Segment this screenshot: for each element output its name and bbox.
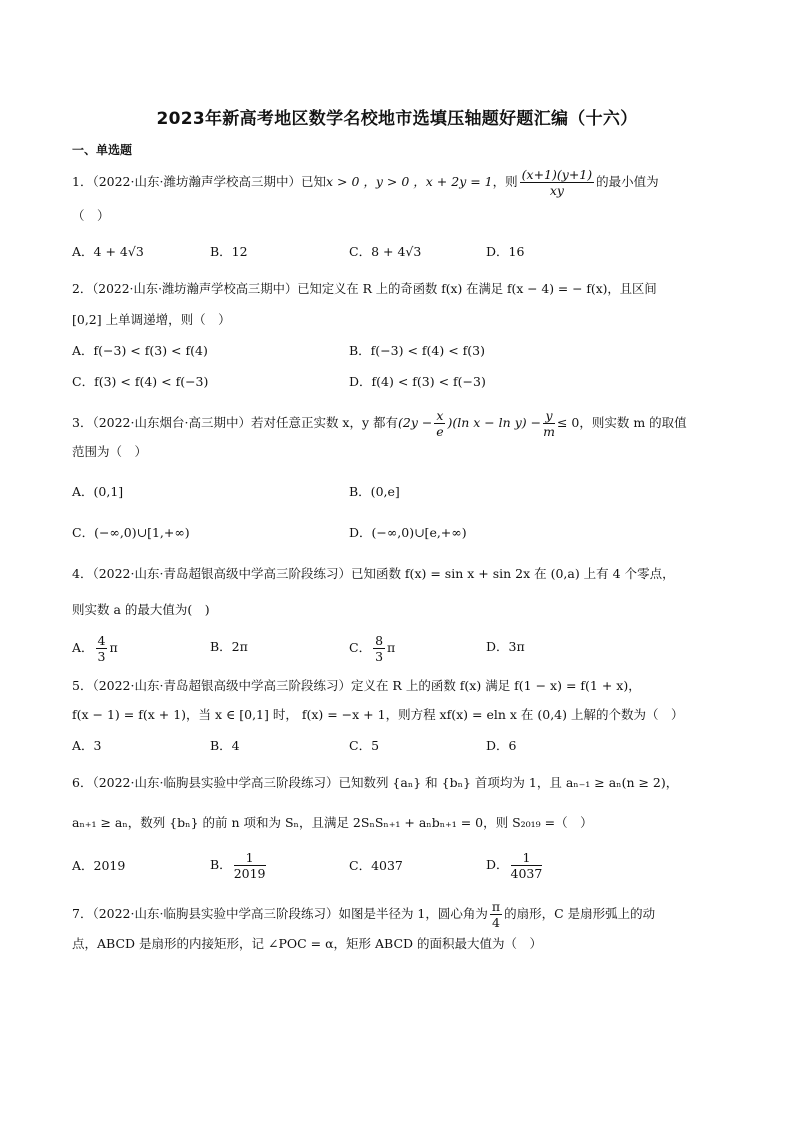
question-6-option-b-label: B．	[210, 857, 232, 872]
question-1-condition: x > 0 ，y > 0 ，x + 2y = 1	[325, 174, 493, 189]
question-6-option-a[interactable]: A．2019	[72, 858, 126, 873]
question-3-text-c: ≤ 0，则实数 m 的取值	[556, 415, 687, 430]
question-3-fraction-2	[543, 408, 555, 439]
question-4-option-a[interactable]	[72, 633, 118, 664]
question-3-fraction-1-den: e	[436, 424, 444, 439]
question-2-option-a[interactable]: A．f(−3) < f(3) < f(4)	[72, 343, 208, 358]
question-3-expr-b: )(ln x − ln y) −	[447, 415, 542, 430]
question-4-option-c-num: 8	[375, 633, 384, 648]
question-1-fraction-numerator: (x+1)(y+1)	[521, 167, 593, 182]
question-6-option-b-den: 2019	[233, 866, 266, 881]
question-6-option-d-den: 4037	[510, 866, 543, 881]
question-3-stem-cont: 范围为（ ）	[72, 444, 148, 459]
question-3-text-a: 3．（2022·山东烟台·高三期中）若对任意正实数 x，y 都有	[72, 415, 399, 430]
question-7-text-a: 7．（2022·山东·临朐县实验中学高三阶段练习）如图是半径为 1，圆心角为	[72, 906, 488, 921]
question-2-stem: 2．（2022·山东·潍坊瀚声学校高三期中）已知定义在 R 上的奇函数 f(x) 在满足 f(x − 4) = − f(x)，且区间	[72, 282, 657, 296]
question-1-text-b: ，则	[492, 174, 518, 189]
question-4-option-a-num: 4	[97, 633, 106, 648]
question-6-option-d[interactable]	[486, 850, 544, 881]
question-1-text-c: 的最小值为	[596, 174, 659, 189]
question-4-option-a-tail: π	[109, 640, 118, 655]
question-6-option-b[interactable]	[210, 850, 268, 881]
question-1-option-d[interactable]: D．16	[486, 244, 525, 259]
question-3-fraction-2-num: y	[543, 408, 555, 424]
question-2-option-c[interactable]: C．f(3) < f(4) < f(−3)	[72, 374, 209, 389]
question-2-option-d[interactable]: D．f(4) < f(3) < f(−3)	[349, 374, 486, 389]
question-2-option-b[interactable]: B．f(−3) < f(4) < f(3)	[349, 343, 485, 358]
question-4-option-c[interactable]	[349, 633, 395, 664]
question-1-stem	[72, 167, 659, 198]
question-1-option-b[interactable]: B．12	[210, 244, 248, 259]
page-title: 2023年新高考地区数学名校地市选填压轴题好题汇编（十六）	[156, 109, 638, 129]
question-4-option-c-den: 3	[375, 649, 384, 664]
question-4-option-c-tail: π	[387, 640, 396, 655]
question-1-fraction	[520, 167, 594, 198]
question-1-fraction-denominator: xy	[549, 183, 564, 198]
question-4-stem-cont: 则实数 a 的最大值为( )	[72, 602, 210, 617]
question-1-option-a[interactable]: A．4 + 4√3	[72, 244, 144, 259]
question-7-fraction	[490, 899, 502, 930]
question-6-option-b-fraction	[234, 850, 266, 881]
question-5-option-c[interactable]: C．5	[349, 738, 380, 753]
question-3-option-b[interactable]: B．(0,e]	[349, 484, 400, 499]
question-6-option-d-fraction	[511, 850, 543, 881]
question-3-option-d[interactable]: D．(−∞,0)∪[e,+∞)	[349, 525, 467, 540]
question-3-fraction-1-num: x	[436, 408, 444, 423]
question-2-stem-cont: [0,2] 上单调递增，则（ ）	[72, 312, 231, 327]
question-6-option-d-num: 1	[511, 850, 543, 866]
question-7-fraction-den: 4	[492, 915, 500, 930]
question-3-stem	[72, 408, 687, 439]
question-3-fraction-2-den: m	[543, 424, 555, 439]
section-heading: 一、单选题	[72, 143, 133, 157]
question-7-text-b: 的扇形，C 是扇形弧上的动	[504, 906, 656, 921]
question-6-option-c[interactable]: C．4037	[349, 858, 403, 873]
question-4-option-d[interactable]: D．3π	[486, 639, 525, 654]
question-5-stem: 5．（2022·山东·青岛超银高级中学高三阶段练习）定义在 R 上的函数 f(x) 满足 f(1 − x) = f(1 + x)，	[72, 678, 641, 693]
question-4-option-a-label: A．	[72, 640, 94, 655]
question-4-option-a-den: 3	[97, 649, 106, 664]
question-1-text-a: 1．（2022·山东·潍坊瀚声学校高三期中）已知	[72, 174, 326, 189]
question-5-option-b[interactable]: B．4	[210, 738, 240, 753]
question-4-stem: 4．（2022·山东·青岛超银高级中学高三阶段练习）已知函数 f(x) = sin x + sin 2x 在 (0,a) 上有 4 个零点，	[72, 566, 675, 581]
question-3-expr-a: (2y −	[398, 415, 433, 430]
question-4-option-a-fraction	[96, 633, 108, 664]
question-6-stem: 6．（2022·山东·临朐县实验中学高三阶段练习）已知数列 {aₙ} 和 {bₙ} 首项均为 1，且 aₙ₋₁ ≥ aₙ(n ≥ 2)，	[72, 775, 679, 790]
question-1-option-c[interactable]: C．8 + 4√3	[349, 244, 422, 259]
question-4-option-b[interactable]: B．2π	[210, 639, 248, 654]
question-6-option-d-label: D．	[486, 857, 509, 872]
question-7-stem	[72, 899, 655, 930]
question-5-option-a[interactable]: A．3	[72, 738, 102, 753]
question-7-fraction-num: π	[491, 899, 501, 914]
question-4-option-c-label: C．	[349, 640, 372, 655]
question-3-option-c[interactable]: C．(−∞,0)∪[1,+∞)	[72, 525, 190, 540]
question-3-option-a[interactable]: A．(0,1]	[72, 484, 124, 499]
question-6-stem-cont: aₙ₊₁ ≥ aₙ，数列 {bₙ} 的前 n 项和为 Sₙ，且满足 2SₙSₙ₊₁ + aₙbₙ₊₁ = 0，则 S₂₀₁₉ =（ ）	[72, 815, 593, 830]
question-5-option-d[interactable]: D．6	[486, 738, 517, 753]
question-1-paren: （ ）	[72, 208, 110, 223]
question-7-stem-cont: 点，ABCD 是扇形的内接矩形，记 ∠POC = α，矩形 ABCD 的面积最大值为（ ）	[72, 936, 543, 951]
question-5-stem-cont: f(x − 1) = f(x + 1)，当 x ∈ [0,1] 时， f(x) = −x + 1，则方程 xf(x) = eln x 在 (0,4) 上解的个数为（ ）	[72, 707, 684, 722]
question-3-fraction-1	[434, 408, 445, 439]
question-6-option-b-num: 1	[234, 850, 266, 866]
question-4-option-c-fraction	[373, 633, 385, 664]
